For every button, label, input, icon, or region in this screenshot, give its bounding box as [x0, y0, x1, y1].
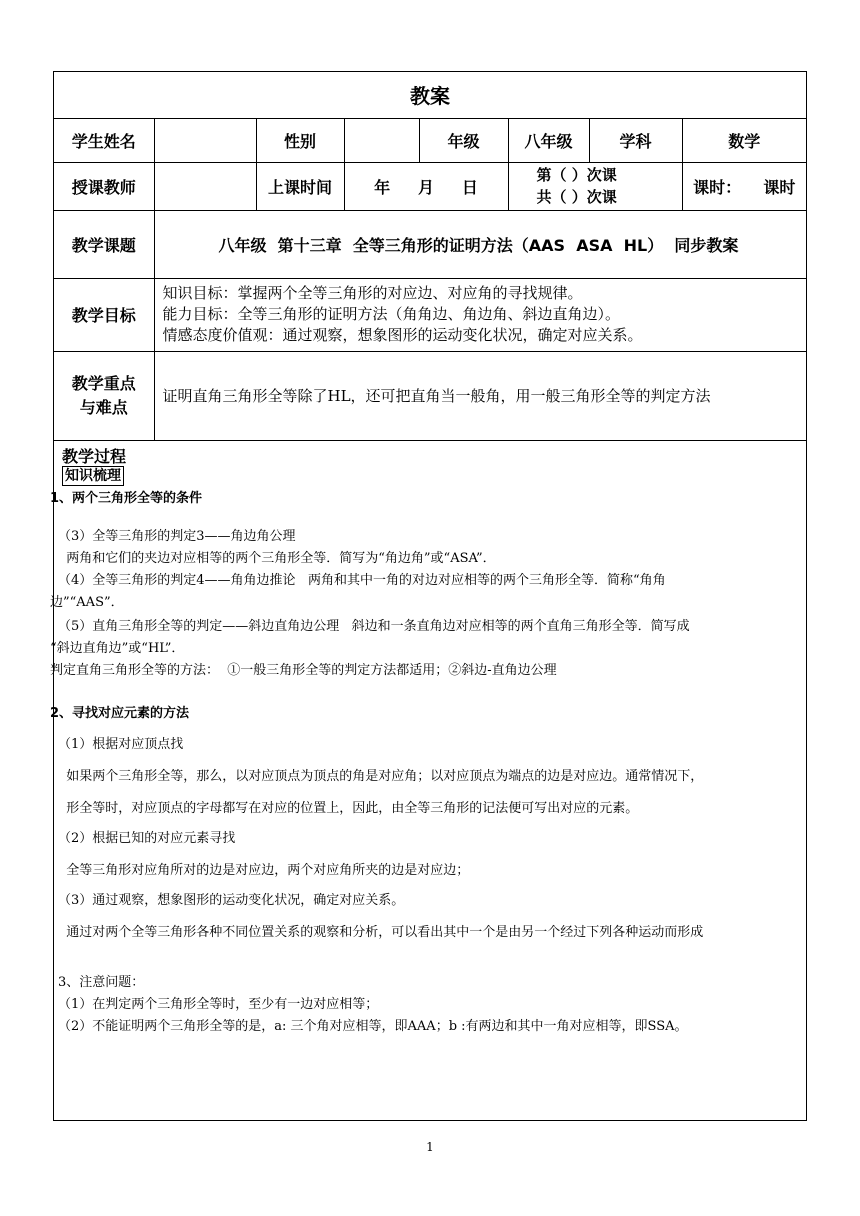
topic-label: 教学课题: [54, 210, 154, 278]
document-title: 教案: [54, 72, 806, 118]
text-line: 边”“AAS”．: [50, 595, 124, 610]
student-name-label: 学生姓名: [54, 118, 154, 162]
class-time-label: 上课时间: [256, 162, 344, 210]
section-heading-2: 2、寻找对应元素的方法: [50, 706, 190, 721]
text-line: （2）根据已知的对应元素寻找: [58, 831, 236, 846]
teaching-process: [50, 442, 806, 1128]
goal-attitude: 情感态度价值观：通过观察，想象图形的运动变化状况，确定对应关系。: [162, 326, 643, 344]
class-hours: [682, 162, 806, 210]
key-points-label-line1: 教学重点: [71, 373, 136, 393]
session-line-total: 共（ ）次课: [536, 188, 617, 206]
text-line: 全等三角形对应角所对的边是对应边，两个对应角所夹的边是对应边；: [58, 863, 470, 878]
text-line: （2）不能证明两个三角形全等的是，a: 三个角对应相等，即AAA；b :有两边和其中一角对应相等，即SSA。: [58, 1019, 688, 1034]
process-body: [50, 488, 806, 1128]
text-line: （3）通过观察，想象图形的运动变化状况，确定对应关系。: [58, 893, 405, 908]
section-heading-3: 3、注意问题：: [58, 975, 145, 990]
class-hours-label: 课时：: [693, 177, 742, 197]
subject-label: 学科: [589, 118, 682, 162]
text-line: （5）直角三角形全等的判定——斜边直角边公理 斜边和一条直角边对应相等的两个直角三角形全等．简写成: [58, 619, 690, 634]
text-line: “斜边直角边”或“HL”．: [50, 641, 185, 656]
knowledge-review-tag: 知识梳理: [62, 466, 124, 486]
key-points-label-line2: 与难点: [79, 397, 128, 417]
gender-value: [344, 118, 419, 162]
text-line: （3）全等三角形的判定3——角边角公理: [58, 529, 296, 544]
grade-value: 八年级: [508, 118, 589, 162]
text-line: 两角和它们的夹边对应相等的两个三角形全等．简写为“角边角”或“ASA”．: [58, 551, 496, 566]
teacher-value: [154, 162, 256, 210]
class-hours-value: 课时: [763, 177, 796, 197]
text-line: 通过对两个全等三角形各种不同位置关系的观察和分析，可以看出其中一个是由另一个经过下列各种运动而形成: [58, 925, 704, 940]
key-points-value: 证明直角三角形全等除了HL，还可把直角当一般角，用一般三角形全等的判定方法: [154, 351, 806, 440]
grade-label: 年级: [419, 118, 508, 162]
goal-knowledge: 知识目标：掌握两个全等三角形的对应边、对应角的寻找规律。: [162, 284, 583, 302]
process-title: 教学过程: [62, 447, 127, 466]
text-line: （4）全等三角形的判定4——角角边推论 两角和其中一角的对边对应相等的两个三角形全等．简称“角角: [58, 573, 666, 588]
student-name-value: [154, 118, 256, 162]
goals-label: 教学目标: [54, 278, 154, 351]
text-line: 判定直角三角形全等的方法： ①一般三角形全等的判定方法都适用；②斜边-直角边公理: [50, 663, 557, 678]
topic-value: 八年级 第十三章 全等三角形的证明方法（AAS ASA HL） 同步教案: [154, 210, 806, 278]
lesson-plan-sheet: [50, 71, 807, 1121]
session-line-current: 第（ ）次课: [536, 166, 617, 184]
page-number: 1: [426, 1140, 434, 1154]
lesson-plan-header-table: [54, 72, 806, 441]
text-line: （1）根据对应顶点找: [58, 737, 184, 752]
key-points-label: [54, 351, 154, 440]
goals-list: [154, 278, 806, 351]
text-line: 形全等时，对应顶点的字母都写在对应的位置上，因此，由全等三角形的记法便可写出对应的元素。: [58, 801, 639, 816]
session-count: [508, 162, 682, 210]
subject-value: 数学: [682, 118, 806, 162]
gender-label: 性别: [256, 118, 344, 162]
text-line: （1）在判定两个三角形全等时，至少有一边对应相等；: [58, 997, 379, 1012]
section-heading-1: 1、两个三角形全等的条件: [50, 491, 203, 506]
goal-ability: 能力目标：全等三角形的证明方法（角角边、角边角、斜边直角边）。: [162, 305, 621, 323]
class-date-value: 年 月 日: [344, 162, 508, 210]
teacher-label: 授课教师: [54, 162, 154, 210]
text-line: 如果两个三角形全等，那么，以对应顶点为顶点的角是对应角；以对应顶点为端点的边是对应边。通常情况下，: [58, 769, 704, 784]
